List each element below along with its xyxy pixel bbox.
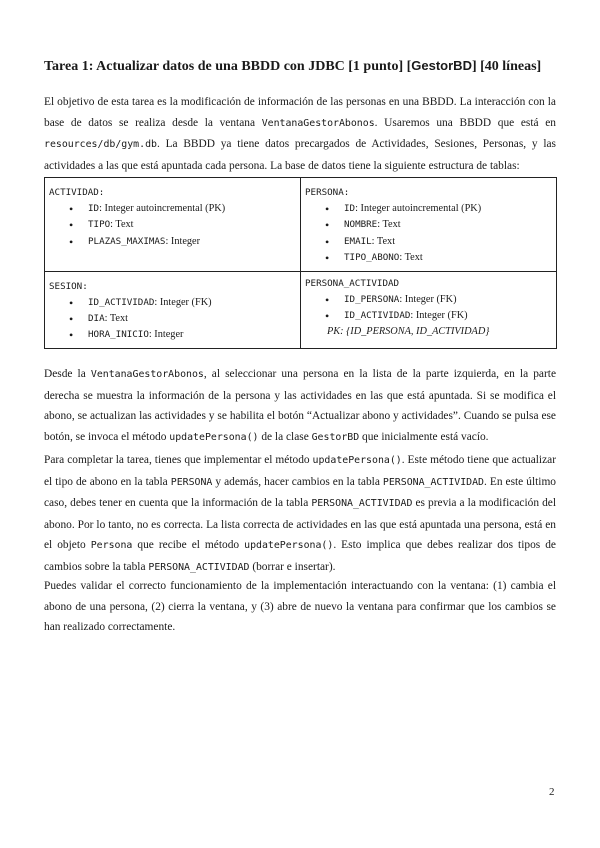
table-cell-persona-actividad <box>301 271 557 348</box>
task-heading <box>44 58 541 75</box>
intro-paragraph: El objetivo de esta tarea es la modificación de información de las personas en una BBDD. La interacción con la base de datos se realiza desde la ventana VentanaGestorAbonos. Usaremos una BBDD que está en resources/db/gym.db. La BBDD ya tiene datos precargados de Actividades, Sesiones, Personas, y las actividades a las que está apuntada cada persona. La base de datos tiene la siguiente estructura de tablas: <box>44 96 556 172</box>
column-list-actividad <box>49 201 296 250</box>
table-name-actividad: ACTIVIDAD: <box>49 187 105 198</box>
code-db-path: resources/db/gym.db <box>44 139 157 151</box>
schema-table <box>44 177 557 349</box>
column-item: • ID: Integer autoincremental (PK) <box>325 201 552 217</box>
table-cell-actividad <box>45 178 301 272</box>
column-item: • ID: Integer autoincremental (PK) <box>69 201 296 217</box>
column-item: • NOMBRE: Text <box>325 217 552 233</box>
task-instructions-paragraph: Para completar la tarea, tienes que implementar el método updatePersona(). Este método tiene que actualizar el tipo de abono en la tabla PERSONA y además, hacer cambios en la tabla PERSONA_ACTIVIDAD. En este último caso, debes tener en cuenta que la información de la tabla PERSONA_ACTIVIDAD es previa a la modificación del abono. Por lo tanto, no es correcta. La lista correcta de actividades en las que está apuntada una persona, está en el objeto Persona que recibe el método updatePersona(). Esto implica que debes realizar dos tipos de cambios sobre la tabla PERSONA_ACTIVIDAD (borrar e insertar). <box>44 454 557 573</box>
column-item: • TIPO: Text <box>69 217 296 233</box>
column-list-sesion <box>49 295 296 344</box>
table-cell-persona <box>301 178 557 272</box>
table-name-sesion: SESION: <box>49 280 88 292</box>
page-number: 2 <box>549 786 555 798</box>
task-heading-gestorbd: GestorBD <box>411 58 472 73</box>
column-item: • ID_ACTIVIDAD: Integer (FK) <box>69 295 296 311</box>
task-heading-suffix: ] [40 líneas] <box>471 59 542 74</box>
code-ventana-gestor-abonos: VentanaGestorAbonos <box>261 117 375 129</box>
table-cell-sesion <box>45 271 301 348</box>
column-list-persona-actividad <box>305 292 552 325</box>
column-list-persona <box>305 201 552 267</box>
task-heading-prefix: Tarea 1: Actualizar datos de una BBDD con JDBC [1 punto] [ <box>44 59 412 74</box>
column-item: • EMAIL: Text <box>325 234 552 250</box>
column-item: • HORA_INICIO: Integer <box>69 327 296 343</box>
column-item: • DIA: Text <box>69 311 296 327</box>
column-item: • PLAZAS_MAXIMAS: Integer <box>69 234 296 250</box>
column-item: • ID_ACTIVIDAD: Integer (FK) <box>325 308 552 324</box>
window-description-paragraph: Desde la VentanaGestorAbonos, al seleccionar una persona en la lista de la parte izquierda, en la parte derecha se muestra la información de la persona y las actividades en las que está apuntada. Si se modifica el abono, se actualizan las actividades y se habilita el botón “Actualizar abono y actividades”. Cuando se pulsa ese botón, se invoca el método updatePersona() de la clase GestorBD que inicialmente está vacío. <box>44 368 556 443</box>
table-name-persona-actividad: PERSONA_ACTIVIDAD <box>305 277 400 289</box>
validation-paragraph: Puedes validar el correcto funcionamiento de la implementación interactuando con la ventana: (1) cambia el abono de una persona, (2) cierra la ventana, y (3) abre de nuevo la ventana para confirmar que los cambios se han realizado correctamente. <box>44 580 556 634</box>
column-item: • ID_PERSONA: Integer (FK) <box>325 292 552 308</box>
column-item: • TIPO_ABONO: Text <box>325 250 552 266</box>
table-name-persona: PERSONA: <box>305 187 350 198</box>
primary-key-note: PK: {ID_PERSONA, ID_ACTIVIDAD} <box>327 326 490 338</box>
